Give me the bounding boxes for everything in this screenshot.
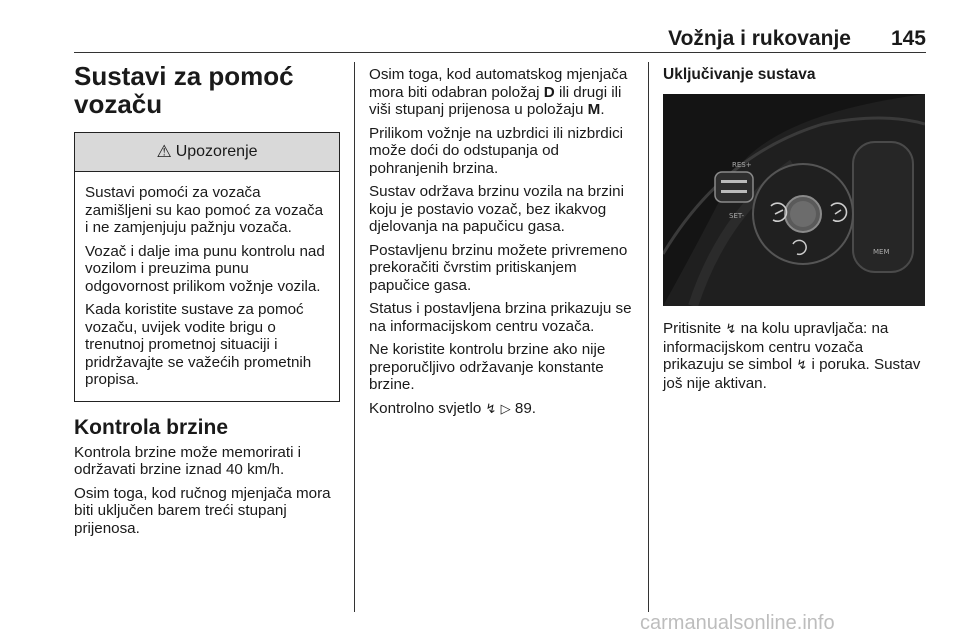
warning-box: [74, 132, 340, 402]
cruise-control-icon: ↯: [485, 401, 497, 417]
body-paragraph: [369, 66, 634, 119]
warning-triangle-icon: ⚠: [156, 142, 172, 162]
mem-label: MEM: [873, 248, 890, 256]
text-run: i poruka. Sustav još nije aktivan.: [663, 356, 921, 392]
warning-body: [75, 172, 339, 401]
warning-paragraph: Vozač i dalje ima punu kontrolu nad vozilom i preuzima punu odgovornost prilikom vožnje vozila.: [85, 242, 325, 295]
text-run: ili drugi ili viši stupanj prijenosa u položaju: [369, 83, 622, 118]
text-run: .: [600, 101, 605, 118]
page-header: [74, 24, 926, 54]
watermark: carmanualsonline.info: [640, 612, 835, 634]
page-number: 145: [890, 27, 926, 50]
warning-paragraph: Sustavi pomoći za vozača zamišljeni su kao pomoć za vozača i ne zamjenjuju pažnju vozača.: [85, 184, 324, 236]
text-run: Pritisnite: [663, 320, 726, 337]
warning-header: [75, 133, 339, 172]
column-3: [663, 66, 925, 398]
gear-position-d: D: [543, 83, 555, 101]
column-1: [74, 62, 340, 543]
warning-paragraph: Kada koristite sustave za pomoć vozaču, uvijek vodite brigu o trenutnoj prometnoj situaciji i pridržavajte se važećih prometnih propisa.: [85, 301, 312, 388]
cruise-control-icon: ↯: [725, 322, 737, 337]
gear-position-m: M: [587, 101, 601, 118]
body-paragraph: Osim toga, kod ručnog mjenjača mora biti uključen barem treći stupanj prijenosa.: [74, 484, 331, 537]
text-run: 89.: [510, 399, 536, 417]
page-ref-icon: ▷: [500, 401, 511, 417]
body-paragraph: Ne koristite kontrolu brzine ako nije preporučljivo održavanje konstante brzine.: [369, 341, 606, 393]
text-run: Kontrolno svjetlo: [369, 399, 486, 417]
section-title-line2: vozaču: [74, 89, 163, 119]
column-divider: [354, 62, 355, 612]
body-paragraph: Postavljenu brzinu možete privremeno prekoračiti čvrstim pritiskanjem papučice gasa.: [369, 241, 628, 294]
body-paragraph: Kontrola brzine može memorirati i održavati brzine iznad 40 km/h.: [74, 443, 302, 478]
subsection-title: Uključivanje sustava: [663, 66, 816, 83]
cruise-control-icon: ↯: [796, 358, 808, 373]
header-section-title: Vožnja i rukovanje: [668, 27, 851, 50]
body-paragraph: Status i postavljena brzina prikazuju se na informacijskom centru vozača.: [369, 300, 632, 335]
warning-label: Upozorenje: [175, 143, 258, 161]
column-2: [369, 66, 634, 424]
subsection-title: Kontrola brzine: [74, 415, 229, 439]
section-title-line1: Sustavi za pomoć: [74, 61, 294, 91]
body-paragraph: [369, 400, 634, 419]
body-paragraph: Prilikom vožnje na uzbrdici ili nizbrdici može doći do odstupanja od pohranjenih brzina.: [369, 124, 624, 177]
steering-wheel-controls-image: [663, 94, 925, 306]
body-paragraph: [663, 320, 925, 392]
header-rule: [74, 52, 926, 53]
set-label: SET-: [729, 212, 745, 220]
res-label: RES+: [732, 161, 752, 169]
text-run: na kolu upravljača: na informacijskom centru vozača prikazuju se simbol: [663, 320, 889, 373]
text-run: Osim toga, kod automatskog mjenjača mora biti odabran položaj: [369, 66, 628, 101]
section-title: [74, 62, 340, 118]
body-paragraph: Sustav održava brzinu vozila na brzini koju je postavio vozač, bez ikakvog djelovanja na papučicu gasa.: [369, 183, 624, 235]
column-divider: [648, 62, 649, 612]
